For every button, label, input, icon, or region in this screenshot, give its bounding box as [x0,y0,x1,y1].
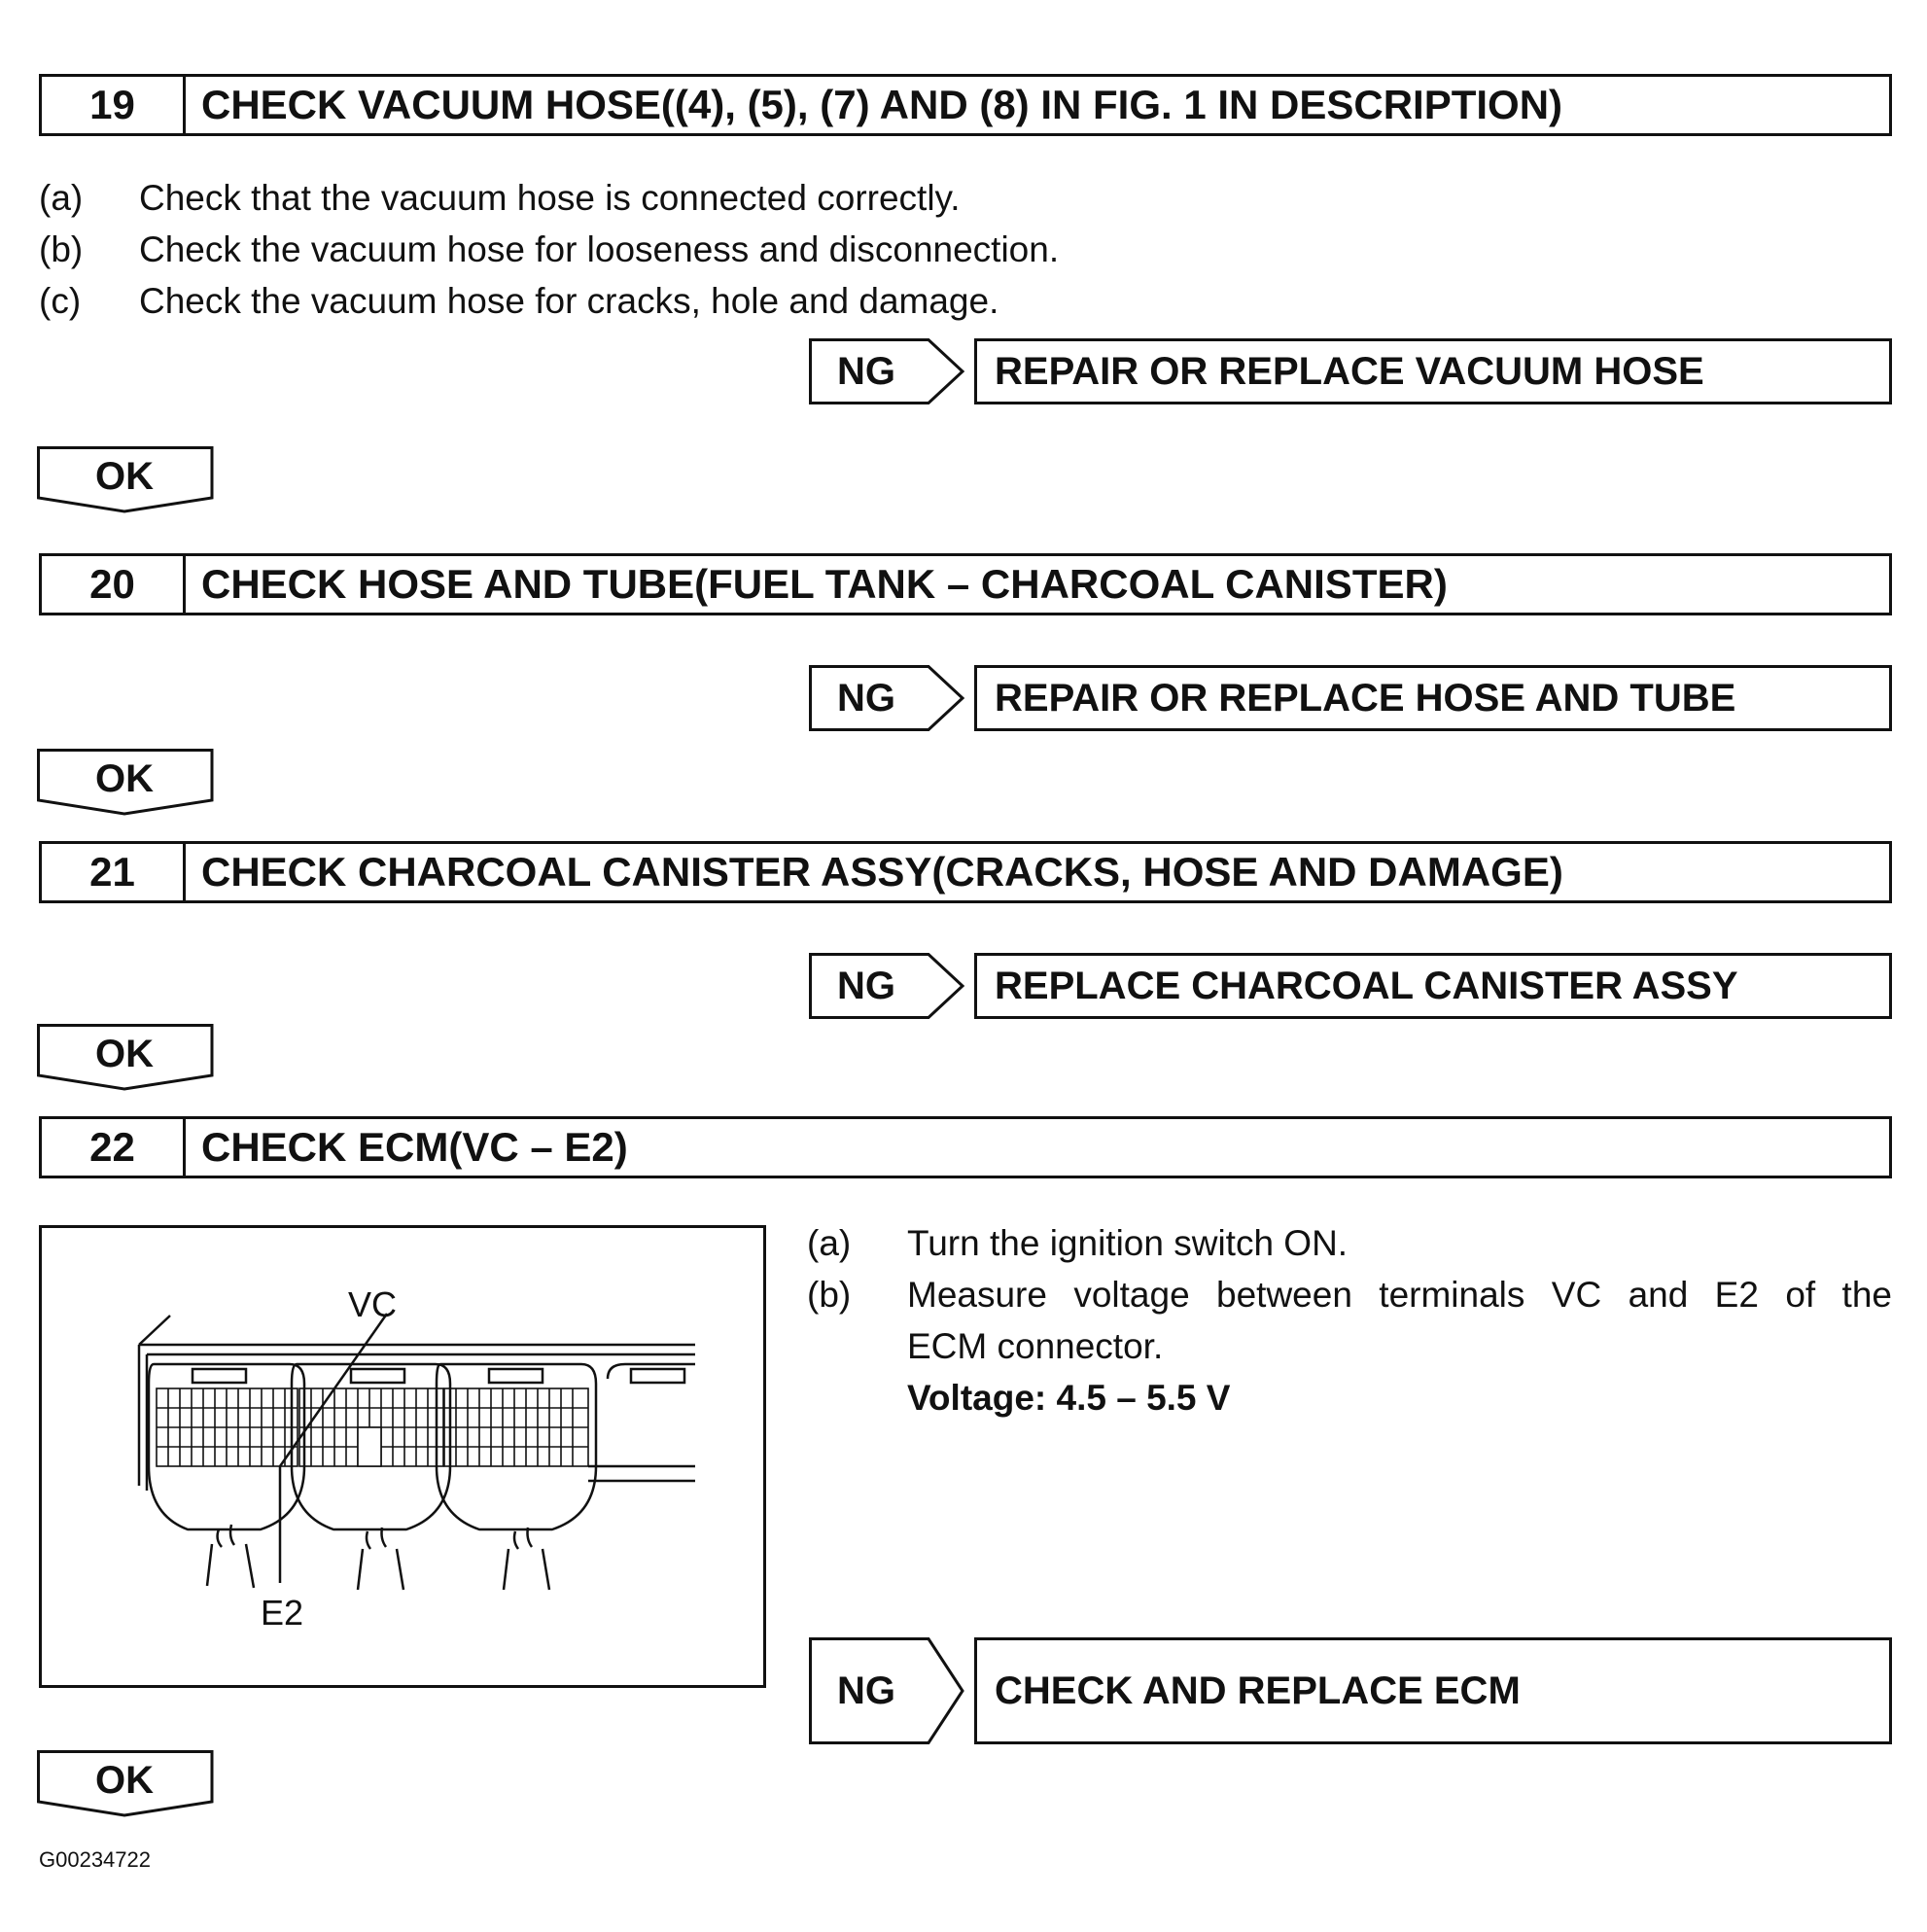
ng-label: NG [837,964,895,1007]
ok-label: OK [95,454,154,498]
item-text: Check that the vacuum hose is connected correctly. [139,178,961,218]
ng-action-box: CHECK AND REPLACE ECM [974,1637,1892,1744]
check-item-b-letter: (b) [807,1275,852,1315]
step-title: CHECK ECM(VC – E2) [201,1124,628,1170]
step-22-header [39,1116,1892,1178]
item-letter: (b) [39,229,84,269]
voltage-spec: Voltage: 4.5 – 5.5 V [907,1378,1231,1418]
step-number: 20 [42,556,186,613]
item-letter: (c) [39,281,82,321]
figure-code: G00234722 [39,1847,151,1872]
item-letter: (a) [39,178,84,218]
step-20-header [39,553,1892,615]
ok-label: OK [95,756,154,800]
terminal-e2-label: E2 [261,1593,304,1633]
check-item-b-line1: Measure voltage between terminals VC and E2 of the [907,1275,1892,1315]
ng-label: NG [837,349,895,393]
step-title: CHECK HOSE AND TUBE(FUEL TANK – CHARCOAL CANISTER) [201,561,1448,607]
step-21-header [39,841,1892,903]
ok-label: OK [95,1758,154,1802]
step-title: CHECK CHARCOAL CANISTER ASSY(CRACKS, HOSE AND DAMAGE) [201,849,1563,895]
terminal-vc-label: VC [348,1284,398,1324]
step-title: CHECK VACUUM HOSE((4), (5), (7) AND (8) IN FIG. 1 IN DESCRIPTION) [201,82,1563,127]
ng-action-box: REPLACE CHARCOAL CANISTER ASSY [974,953,1892,1019]
step-number: 21 [42,844,186,900]
ng-action-box: REPAIR OR REPLACE VACUUM HOSE [974,338,1892,404]
step-number: 22 [42,1119,186,1176]
ng-action-box: REPAIR OR REPLACE HOSE AND TUBE [974,665,1892,731]
ng-label: NG [837,1669,895,1712]
ecm-connector-figure [39,1225,766,1688]
item-text: Check the vacuum hose for cracks, hole and damage. [139,281,999,321]
step-19-header [39,74,1892,136]
check-item-a-text: Turn the ignition switch ON. [907,1223,1349,1263]
check-item-b-line2: ECM connector. [907,1326,1164,1366]
ng-label: NG [837,676,895,720]
item-text: Check the vacuum hose for looseness and disconnection. [139,229,1060,269]
ecm-connector-drawing [42,1228,763,1685]
check-item-a-letter: (a) [807,1223,852,1263]
ok-label: OK [95,1032,154,1075]
step-number: 19 [42,77,186,133]
